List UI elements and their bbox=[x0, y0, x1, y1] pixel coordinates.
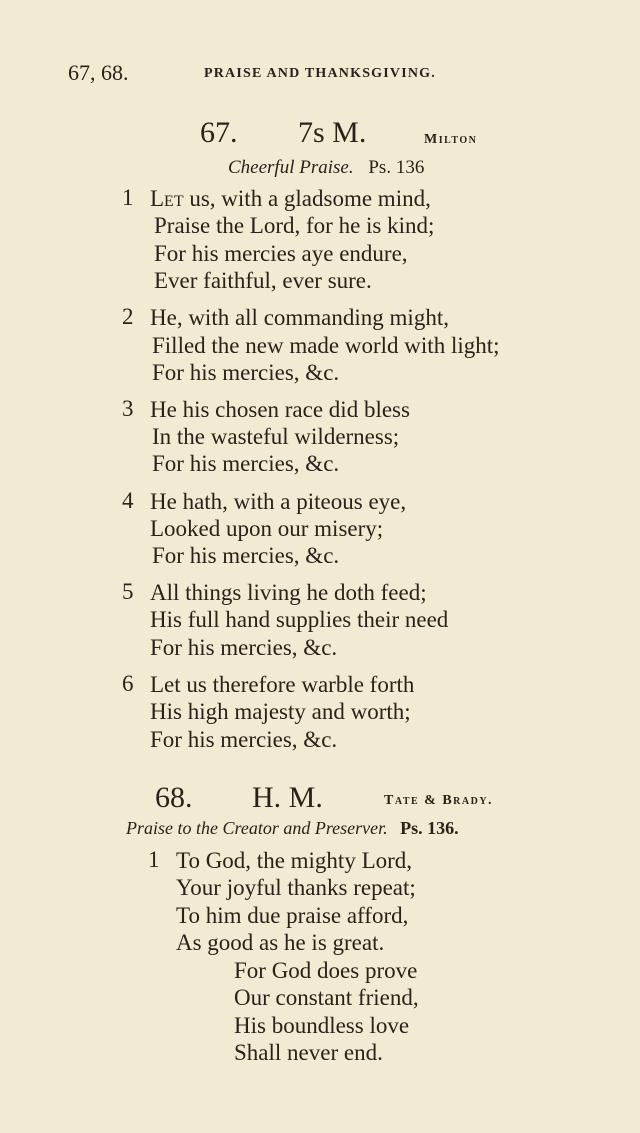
verse-number: 6 bbox=[122, 671, 134, 696]
verse-line: For his mercies, &c. bbox=[152, 360, 340, 385]
verse-first-word: Let bbox=[150, 186, 184, 211]
verse-number: 5 bbox=[122, 579, 134, 604]
verse-line: He his chosen race did bless bbox=[150, 397, 410, 422]
verse-line: He, with all commanding might, bbox=[150, 305, 449, 330]
verse-line: For his mercies, &c. bbox=[152, 451, 340, 476]
hymn-67-reference: Ps. 136 bbox=[368, 157, 425, 178]
verse-line: To God, the mighty Lord, bbox=[176, 848, 413, 873]
verse-line-indented: For God does prove bbox=[234, 958, 418, 983]
verse-line: He hath, with a piteous eye, bbox=[150, 489, 407, 514]
verse-line: His full hand supplies their need bbox=[150, 607, 449, 632]
section-title: PRAISE AND THANKSGIVING. bbox=[204, 66, 436, 81]
hymn-67-meter: 7s M. bbox=[298, 116, 367, 149]
verse-line: For his mercies aye endure, bbox=[154, 241, 408, 266]
verse-line-indented: His boundless love bbox=[234, 1013, 410, 1038]
hymn-68-tune: Tate & Brady. bbox=[384, 793, 494, 808]
verse-line: Filled the new made world with light; bbox=[152, 333, 500, 358]
verse-number: 1 bbox=[148, 847, 160, 872]
verse-line: In the wasteful wilderness; bbox=[152, 424, 400, 449]
verse-line: To him due praise afford, bbox=[176, 903, 409, 928]
hymn-68-reference: Ps. 136. bbox=[400, 818, 459, 838]
verse-line-indented: Shall never end. bbox=[234, 1040, 383, 1065]
hymn-67-subtitle-text: Cheerful Praise. bbox=[228, 157, 354, 178]
verse-line: Let us therefore warble forth bbox=[150, 672, 415, 697]
verse-number: 3 bbox=[122, 396, 134, 421]
hymn-68-subtitle bbox=[126, 818, 459, 839]
verse-line: As good as he is great. bbox=[176, 930, 385, 955]
hymn-67-tune: Milton bbox=[424, 132, 478, 147]
hymn-68-meter: H. M. bbox=[252, 781, 323, 814]
verse-number: 4 bbox=[122, 488, 134, 513]
verse-line: His high majesty and worth; bbox=[150, 699, 411, 724]
page-numbers: 67, 68. bbox=[68, 60, 129, 85]
hymn-68-subtitle-text: Praise to the Creator and Preserver. bbox=[126, 818, 388, 838]
verse-line: Praise the Lord, for he is kind; bbox=[154, 213, 435, 238]
hymn-68-number: 68. bbox=[155, 781, 193, 814]
verse-line: For his mercies, &c. bbox=[150, 635, 338, 660]
verse-number: 1 bbox=[122, 185, 134, 210]
verse-line: Your joyful thanks repeat; bbox=[176, 875, 416, 900]
verse-number: 2 bbox=[122, 304, 134, 329]
verse-line: Looked upon our misery; bbox=[150, 516, 384, 541]
verse-line bbox=[150, 185, 431, 212]
verse-line: Ever faithful, ever sure. bbox=[154, 268, 372, 293]
verse-line: All things living he doth feed; bbox=[150, 580, 427, 605]
hymn-67-number: 67. bbox=[200, 116, 238, 149]
verse-line: For his mercies, &c. bbox=[150, 727, 338, 752]
verse-line-indented: Our constant friend, bbox=[234, 985, 419, 1010]
verse-line: For his mercies, &c. bbox=[152, 543, 340, 568]
verse-line-rest: us, with a gladsome mind, bbox=[183, 186, 431, 211]
hymn-67-subtitle bbox=[228, 157, 424, 179]
